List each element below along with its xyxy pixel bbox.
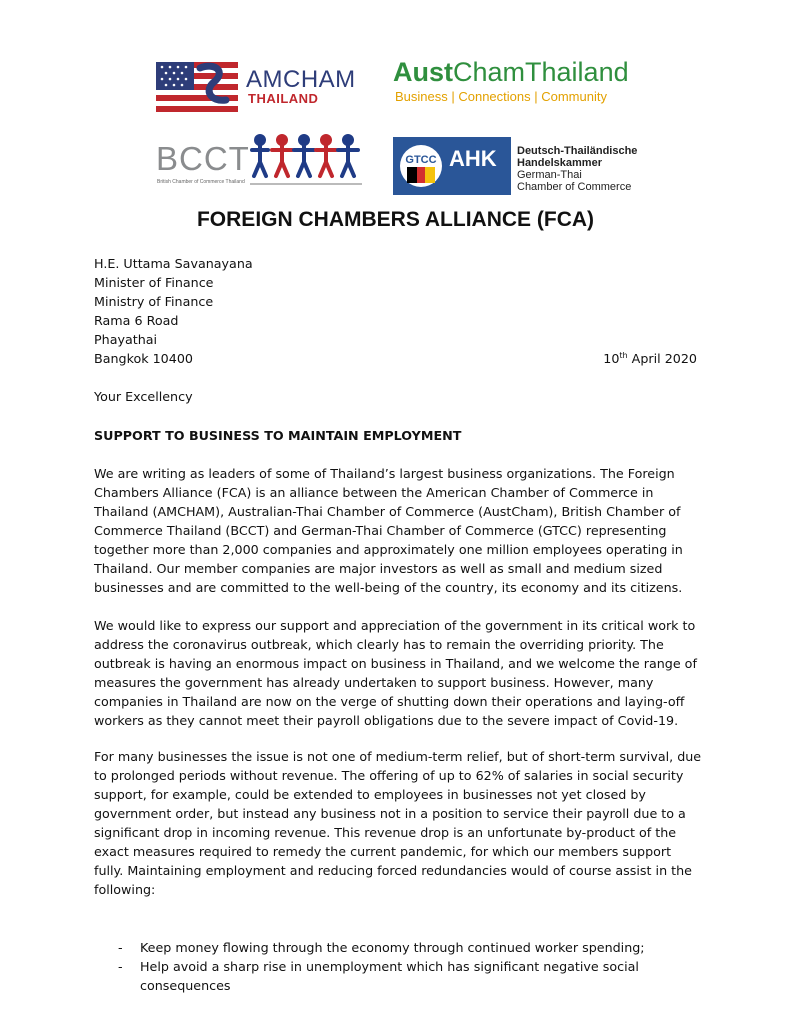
austcham-name [393, 57, 629, 87]
paragraph-line: We would like to express our support and appreciation of the government in its critical work to [94, 618, 696, 633]
amcham-logo [156, 62, 366, 114]
address-line: H.E. Uttama Savanayana [94, 256, 253, 271]
date-day: 10 [603, 351, 620, 366]
austcham-logo [393, 57, 653, 109]
bullet-line: Help avoid a sharp rise in unemployment which has significant negative social [140, 959, 639, 974]
paragraph-line: Thailand (AMCHAM), Australian-Thai Chamber of Commerce (AustCham), British Chamber of [94, 504, 681, 519]
austcham-name-aust: Aust [393, 57, 453, 87]
paragraph-line: Thailand. Our member companies are major investors as well as small and medium sized [94, 561, 663, 576]
bcct-logo [156, 132, 366, 192]
date-rest: April 2020 [627, 351, 697, 366]
date-suffix: th [619, 350, 628, 360]
paragraph-line: significant drop in incoming revenue. This revenue drop is an unfortunate by-product of the [94, 825, 677, 840]
austcham-name-cham: Cham [453, 57, 526, 87]
paragraph-1 [94, 464, 698, 597]
paragraph-3 [94, 747, 702, 899]
paragraph-line: to prolonged periods without revenue. The offering of up to 62% of salaries in social security [94, 768, 684, 783]
bullet-dash: - [118, 940, 123, 955]
ahk-abbr: AHK [449, 146, 497, 171]
amcham-sub: THAILAND [248, 91, 319, 106]
ahk-line1: Deutsch-Thailändische [517, 145, 638, 157]
paragraph-line: exact measures required to remedy the current pandemic, for which our members support [94, 844, 672, 859]
paragraph-line: support, for example, could be extended to employees in businesses not yet closed by [94, 787, 646, 802]
paragraph-2 [94, 616, 698, 730]
subject-line: SUPPORT TO BUSINESS TO MAINTAIN EMPLOYMENT [94, 428, 462, 443]
paragraph-line: Chambers Alliance (FCA) is an alliance between the American Chamber of Commerce in [94, 485, 654, 500]
austcham-name-thailand: Thailand [525, 57, 629, 87]
bullet-line: consequences [140, 978, 231, 993]
bcct-sub: British Chamber of Commerce Thailand [157, 179, 245, 185]
ahk-line4: Chamber of Commerce [517, 181, 632, 193]
gtcc-badge-icon [399, 143, 443, 189]
people-chain-icon [250, 132, 362, 190]
address-line: Bangkok 10400 [94, 351, 193, 366]
paragraph-line: address the coronavirus outbreak, which clearly has to remain the overriding priority. The [94, 637, 664, 652]
paragraph-line: businesses and are committed to the well-being of the country, its economy and its citizens. [94, 580, 683, 595]
paragraph-line: For many businesses the issue is not one of medium-term relief, but of short-term survival, due [94, 749, 702, 764]
austcham-tagline: Business | Connections | Community [395, 89, 607, 104]
bullet-dash: - [118, 959, 123, 974]
ahk-logo [393, 137, 653, 195]
paragraph-line: companies in Thailand are now on the verge of shutting down their operations and laying-off [94, 694, 685, 709]
ahk-line3: German-Thai [517, 169, 582, 181]
bullet-item [94, 938, 698, 957]
paragraph-line: together more than 2,000 companies and approximately one million employees operating in [94, 542, 683, 557]
paragraph-line: workers as they cannot meet their payroll obligations due to the severe impact of Covid-19. [94, 713, 679, 728]
paragraph-line: We are writing as leaders of some of Thailand’s largest business organizations. The Foreign [94, 466, 675, 481]
bullet-line: Keep money flowing through the economy through continued worker spending; [140, 940, 645, 955]
bullet-item [94, 957, 698, 995]
amcham-name: AMCHAM [246, 66, 356, 93]
bullet-list [94, 938, 698, 995]
address-line: Rama 6 Road [94, 313, 179, 328]
document-heading: FOREIGN CHAMBERS ALLIANCE (FCA) [196, 208, 595, 231]
address-line: Ministry of Finance [94, 294, 214, 309]
paragraph-line: fully. Maintaining employment and reducing forced redundancies would of course assist in the [94, 863, 692, 878]
amcham-flag-icon [156, 62, 238, 112]
address-line: Phayathai [94, 332, 158, 347]
paragraph-line: measures the government has already undertaken to support business. However, many [94, 675, 654, 690]
paragraph-line: government order, but instead any business not in a position to service their payroll due to a [94, 806, 686, 821]
recipient-address [94, 254, 253, 368]
address-line: Minister of Finance [94, 275, 214, 290]
gtcc-badge-text: GTCC [405, 154, 437, 166]
paragraph-line: outbreak is having an enormous impact on business in Thailand, and we welcome the range of [94, 656, 697, 671]
salutation: Your Excellency [94, 389, 193, 404]
bcct-name: BCCT [156, 140, 250, 177]
ahk-line2: Handelskammer [517, 157, 602, 169]
paragraph-line: Commerce Thailand (BCCT) and German-Thai Chamber of Commerce (GTCC) representing [94, 523, 667, 538]
letter-date [603, 349, 697, 368]
paragraph-line: following: [94, 882, 156, 897]
